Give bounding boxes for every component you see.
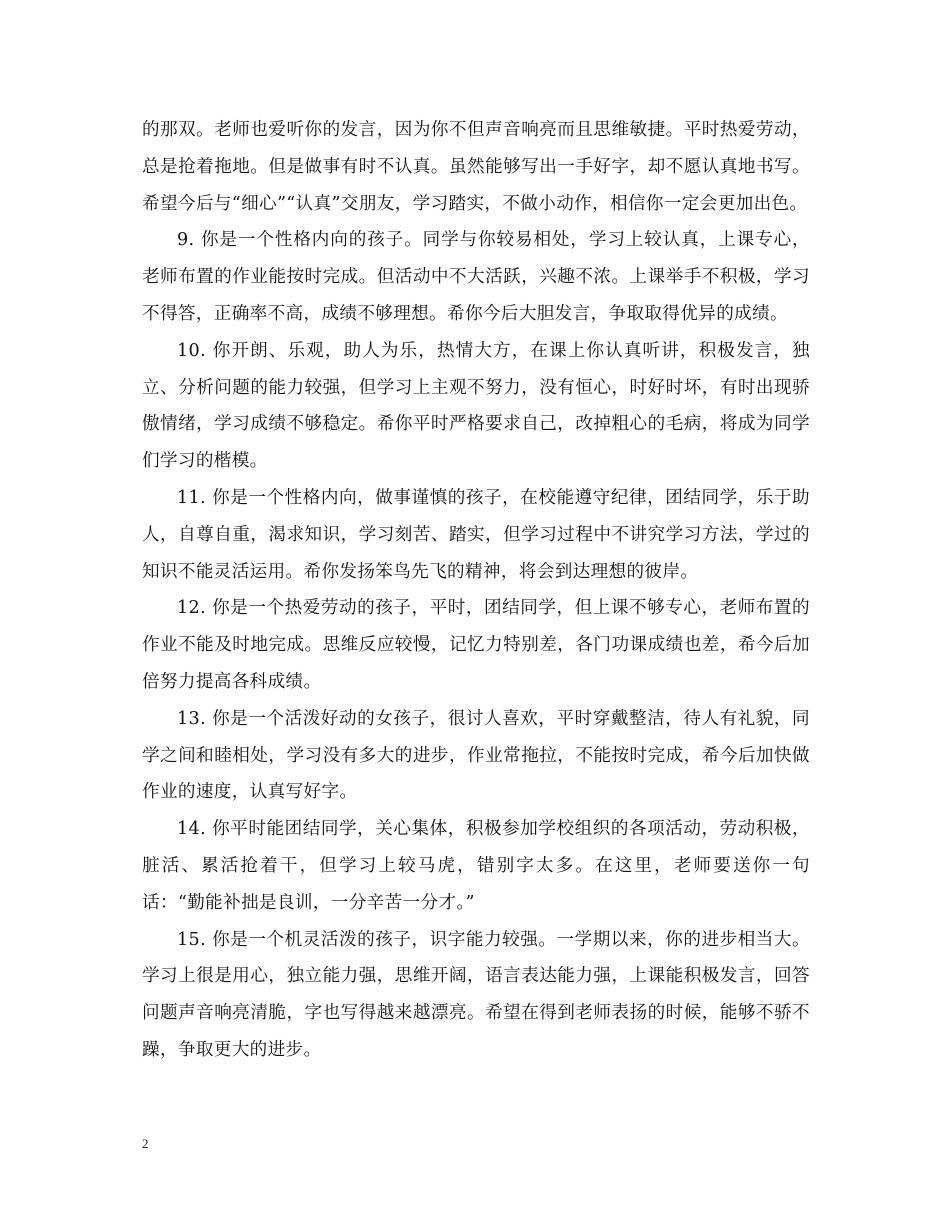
document-body <box>142 112 810 1069</box>
paragraph-comment-15: 15. 你是一个机灵活泼的孩子，识字能力较强。一学期以来，你的进步相当大。学习上很是用心，独立能力强，思维开阔，语言表达能力强，上课能积极发言，回答问题声音响亮清脆，字也写得越来越漂亮。希望在得到老师表扬的时候，能够不骄不躁，争取更大的进步。 <box>142 929 810 1060</box>
paragraph-comment-10: 10. 你开朗、乐观，助人为乐，热情大方，在课上你认真听讲，积极发言，独立、分析问题的能力较强，但学习上主观不努力，没有恒心，时好时坏，有时出现骄傲情绪，学习成绩不够稳定。希你平时严格要求自己，改掉粗心的毛病，将成为同学们学习的楷模。 <box>142 340 810 472</box>
paragraph-comment-11: 11. 你是一个性格内向，做事谨慎的孩子，在校能遵守纪律，团结同学，乐于助人，自尊自重，渴求知识，学习刻苦、踏实，但学习过程中不讲究学习方法，学过的知识不能灵活运用。希你发扬笨鸟先飞的精神，将会到达理想的彼岸。 <box>142 487 810 582</box>
paragraph-continuation: 的那双。老师也爱听你的发言，因为你不但声音响亮而且思维敏捷。平时热爱劳动，总是抢着拖地。但是做事有时不认真。虽然能够写出一手好字，却不愿认真地书写。希望今后与“细心”“认真”交朋友，学习踏实，不做小动作，相信你一定会更加出色。 <box>142 120 810 214</box>
paragraph-comment-13: 13. 你是一个活泼好动的女孩子，很讨人喜欢，平时穿戴整洁，待人有礼貌，同学之间和睦相处，学习没有多大的进步，作业常拖拉，不能按时完成，希今后加快做作业的速度，认真写好字。 <box>142 708 810 803</box>
paragraph-comment-12: 12. 你是一个热爱劳动的孩子，平时，团结同学，但上课不够专心，老师布置的作业不能及时地完成。思维反应较慢，记忆力特别差，各门功课成绩也差，希今后加倍努力提高各科成绩。 <box>142 598 810 692</box>
page-number: 2 <box>142 1136 149 1151</box>
paragraph-comment-9: 9. 你是一个性格内向的孩子。同学与你较易相处，学习上较认真，上课专心，老师布置的作业能按时完成。但活动中不大活跃，兴趣不浓。上课举手不积极，学习不得答，正确率不高，成绩不够理想。希你今后大胆发言，争取取得优异的成绩。 <box>142 230 810 324</box>
paragraph-comment-14: 14. 你平时能团结同学，关心集体，积极参加学校组织的各项活动，劳动积极，脏活、累活抢着干，但学习上较马虎，错别字太多。在这里，老师要送你一句话：“勤能补拙是良训，一分辛苦一分才。” <box>142 819 810 913</box>
